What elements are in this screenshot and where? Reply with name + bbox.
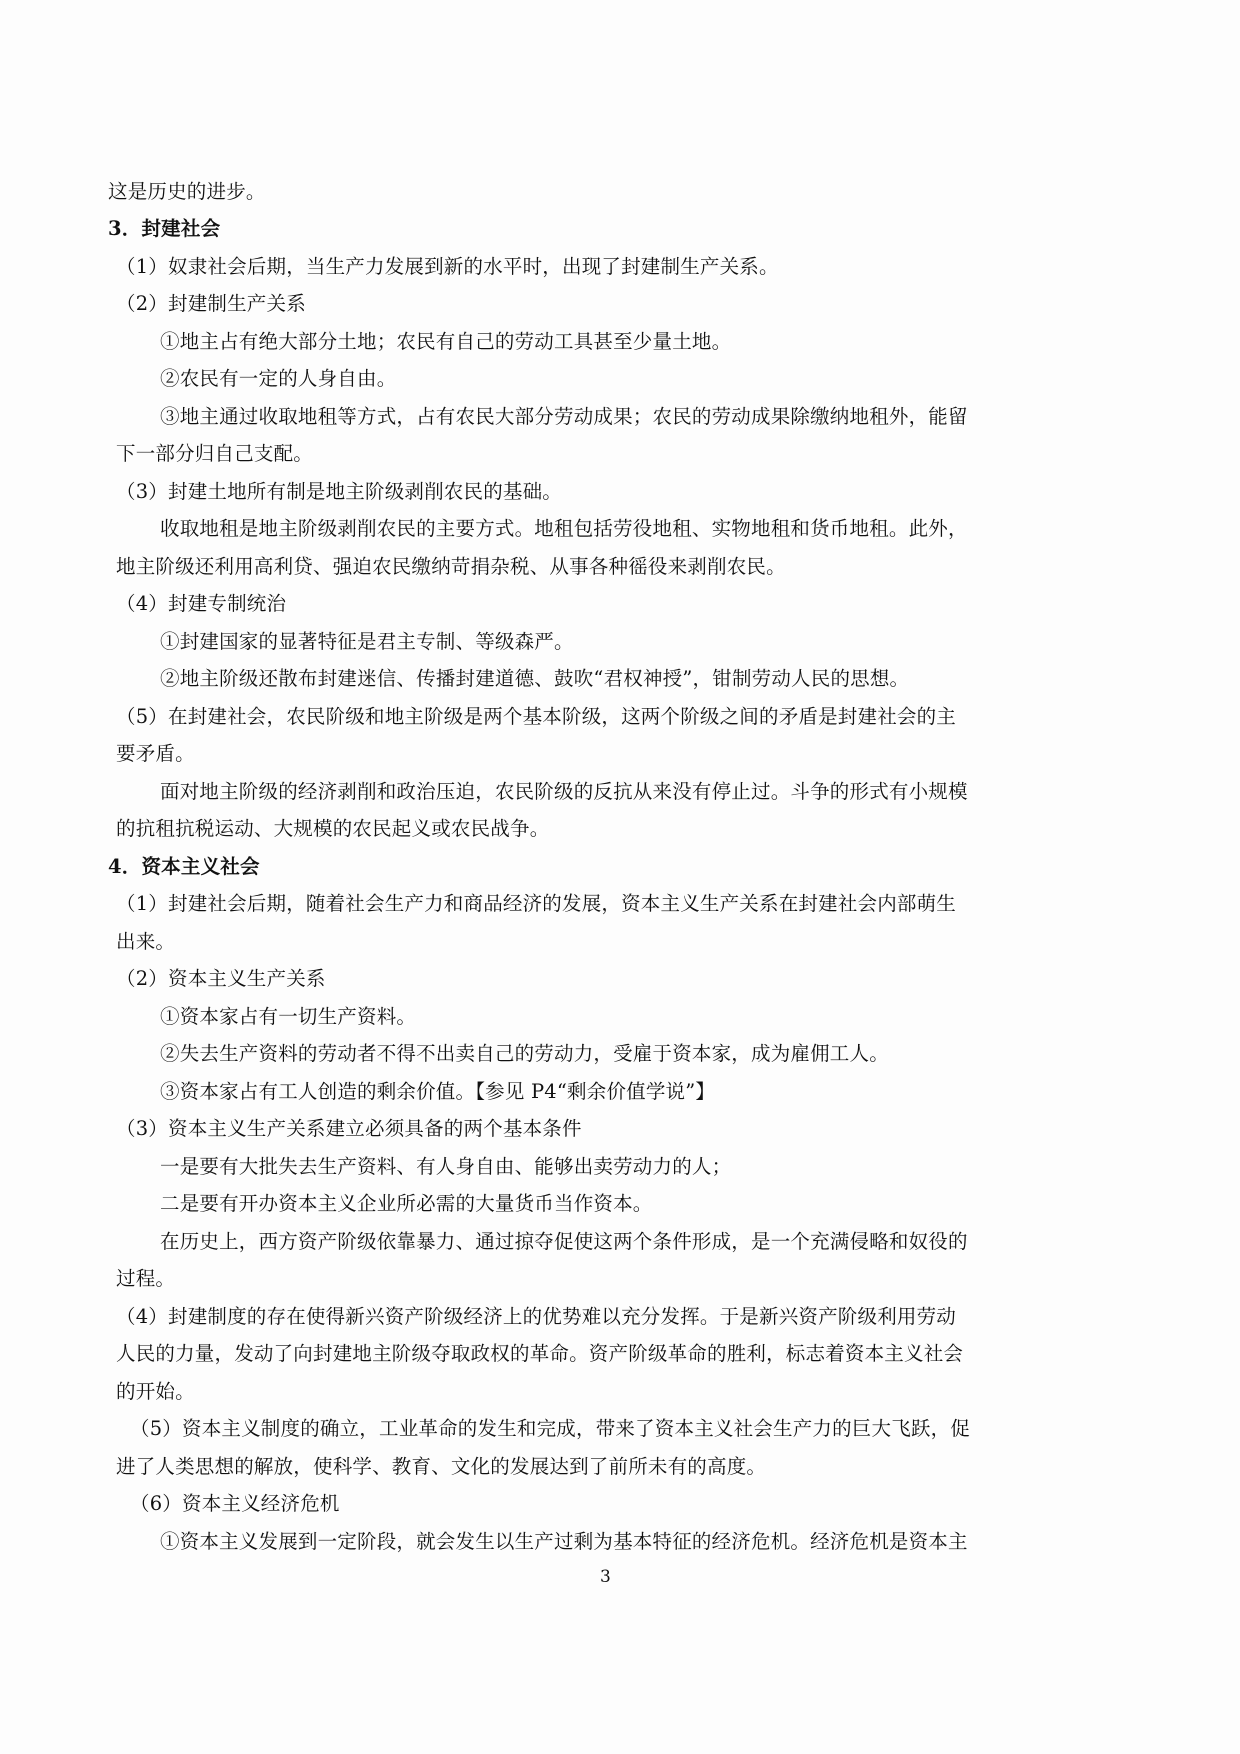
text-line: 下一部分归自己支配。	[116, 442, 314, 465]
page-number: 3	[600, 1567, 611, 1587]
subsection-heading: （6）资本主义经济危机	[130, 1492, 340, 1515]
text-line: 这是历史的进步。	[108, 180, 266, 203]
text-line: （1）奴隶社会后期，当生产力发展到新的水平时，出现了封建制生产关系。	[116, 255, 779, 278]
subsection-heading: （3）资本主义生产关系建立必须具备的两个基本条件	[116, 1117, 582, 1140]
text-line: ①资本家占有一切生产资料。	[160, 1005, 417, 1028]
text-line: 二是要有开办资本主义企业所必需的大量货币当作资本。	[160, 1192, 653, 1215]
text-line: ②农民有一定的人身自由。	[160, 367, 397, 390]
subsection-heading: （2）资本主义生产关系	[116, 967, 326, 990]
section-heading: 3．封建社会	[108, 217, 221, 240]
text-line: 一是要有大批失去生产资料、有人身自由、能够出卖劳动力的人；	[160, 1155, 732, 1178]
text-line: 的抗租抗税运动、大规模的农民起义或农民战争。	[116, 817, 550, 840]
text-line: ②失去生产资料的劳动者不得不出卖自己的劳动力，受雇于资本家，成为雇佣工人。	[160, 1042, 889, 1065]
text-line: ①地主占有绝大部分土地；农民有自己的劳动工具甚至少量土地。	[160, 330, 732, 353]
text-line: 的开始。	[116, 1380, 195, 1403]
text-line: 面对地主阶级的经济剥削和政治压迫，农民阶级的反抗从来没有停止过。斗争的形式有小规模	[160, 780, 968, 803]
subsection-heading: （2）封建制生产关系	[116, 292, 306, 315]
subsection-heading: （4）封建专制统治	[116, 592, 287, 615]
text-line: 在历史上，西方资产阶级依靠暴力、通过掠夺促使这两个条件形成，是一个充满侵略和奴役的	[160, 1230, 968, 1253]
text-line: （5）资本主义制度的确立，工业革命的发生和完成，带来了资本主义社会生产力的巨大飞跃，促	[130, 1417, 971, 1440]
text-line: 进了人类思想的解放，使科学、教育、文化的发展达到了前所未有的高度。	[116, 1455, 767, 1478]
text-line: （4）封建制度的存在使得新兴资产阶级经济上的优势难以充分发挥。于是新兴资产阶级利用劳动	[116, 1305, 957, 1328]
text-line: 地主阶级还利用高利贷、强迫农民缴纳苛捐杂税、从事各种徭役来剥削农民。	[116, 555, 786, 578]
text-line: ③地主通过收取地租等方式，占有农民大部分劳动成果；农民的劳动成果除缴纳地租外，能留	[160, 405, 968, 428]
text-line: 人民的力量，发动了向封建地主阶级夺取政权的革命。资产阶级革命的胜利，标志着资本主义社会	[116, 1342, 964, 1365]
section-heading: 4．资本主义社会	[108, 855, 260, 878]
text-line: 出来。	[116, 930, 176, 953]
text-line: ①资本主义发展到一定阶段，就会发生以生产过剩为基本特征的经济危机。经济危机是资本主	[160, 1530, 968, 1553]
text-line: ③资本家占有工人创造的剩余价值。【参见 P4“剩余价值学说”】	[160, 1080, 716, 1103]
subsection-heading: （3）封建土地所有制是地主阶级剥削农民的基础。	[116, 480, 563, 503]
text-line: （5）在封建社会，农民阶级和地主阶级是两个基本阶级，这两个阶级之间的矛盾是封建社会的主	[116, 705, 957, 728]
text-line: ①封建国家的显著特征是君主专制、等级森严。	[160, 630, 574, 653]
text-line: ②地主阶级还散布封建迷信、传播封建道德、鼓吹“君权神授”，钳制劳动人民的思想。	[160, 667, 910, 690]
text-line: 要矛盾。	[116, 742, 195, 765]
text-line: 过程。	[116, 1267, 176, 1290]
text-line: （1）封建社会后期，随着社会生产力和商品经济的发展，资本主义生产关系在封建社会内部萌生	[116, 892, 957, 915]
text-line: 收取地租是地主阶级剥削农民的主要方式。地租包括劳役地租、实物地租和货币地租。此外，	[160, 517, 968, 540]
